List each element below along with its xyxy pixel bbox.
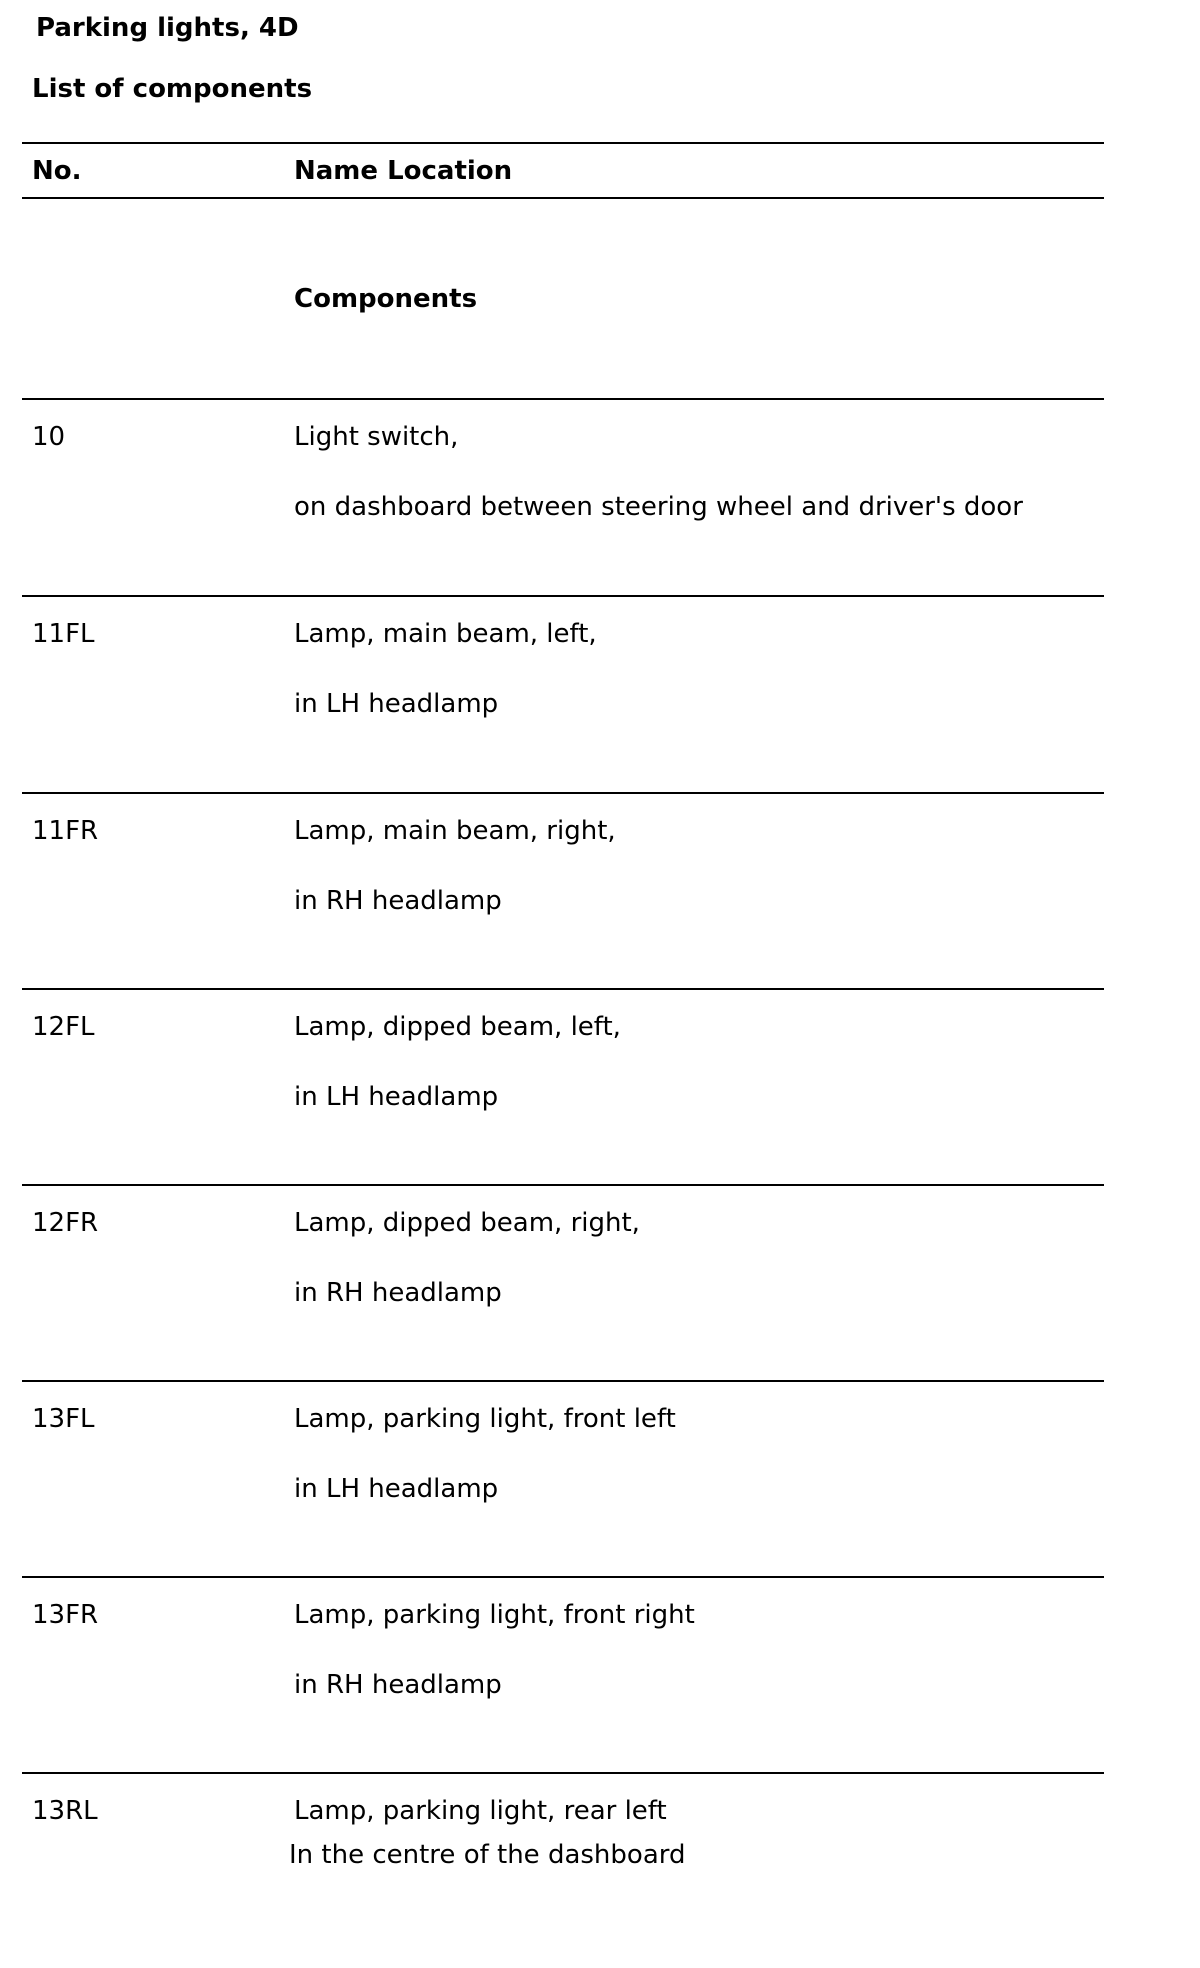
component-location: in RH headlamp [294, 1278, 502, 1308]
table-row [0, 1184, 1200, 1380]
component-name: Lamp, dipped beam, right, [294, 1208, 640, 1238]
header-bottom-rule [22, 197, 1104, 199]
component-number: 10 [32, 422, 66, 452]
column-header-no: No. [32, 156, 82, 186]
row-divider [22, 398, 1104, 400]
table-row [0, 1772, 1200, 1968]
component-location: in LH headlamp [294, 689, 499, 719]
component-name: Lamp, dipped beam, left, [294, 1012, 621, 1042]
row-divider [22, 1184, 1104, 1186]
component-name: Lamp, main beam, right, [294, 816, 616, 846]
table-row [0, 988, 1200, 1184]
component-number: 12FL [32, 1012, 95, 1042]
component-location: in LH headlamp [294, 1082, 499, 1112]
component-name: Lamp, parking light, front left [294, 1404, 676, 1434]
document-title: Parking lights, 4D [36, 13, 299, 43]
row-divider [22, 792, 1104, 794]
component-location: in RH headlamp [294, 886, 502, 916]
table-top-rule [22, 142, 1104, 144]
table-row [0, 1576, 1200, 1772]
component-number: 13FR [32, 1600, 99, 1630]
section-label-components: Components [294, 284, 478, 314]
row-divider [22, 1772, 1104, 1774]
column-header-name-location: Name Location [294, 156, 513, 186]
table-row [0, 1380, 1200, 1576]
row-divider [22, 988, 1104, 990]
table-row [0, 398, 1200, 594]
component-number: 13RL [32, 1796, 98, 1826]
row-divider [22, 1380, 1104, 1382]
list-title: List of components [32, 74, 313, 104]
component-name: Lamp, parking light, rear left [294, 1796, 667, 1826]
table-row [0, 792, 1200, 988]
component-name: Light switch, [294, 422, 459, 452]
table-row [0, 595, 1200, 791]
component-name: Lamp, main beam, left, [294, 619, 597, 649]
row-divider [22, 595, 1104, 597]
component-name: Lamp, parking light, front right [294, 1600, 695, 1630]
component-number: 11FR [32, 816, 99, 846]
component-location: in LH headlamp [294, 1474, 499, 1504]
row-divider [22, 1576, 1104, 1578]
component-location: on dashboard between steering wheel and driver's door [294, 492, 1023, 522]
component-location: In the centre of the dashboard [289, 1840, 686, 1870]
component-location: in RH headlamp [294, 1670, 502, 1700]
component-number: 11FL [32, 619, 95, 649]
component-number: 13FL [32, 1404, 95, 1434]
component-number: 12FR [32, 1208, 99, 1238]
